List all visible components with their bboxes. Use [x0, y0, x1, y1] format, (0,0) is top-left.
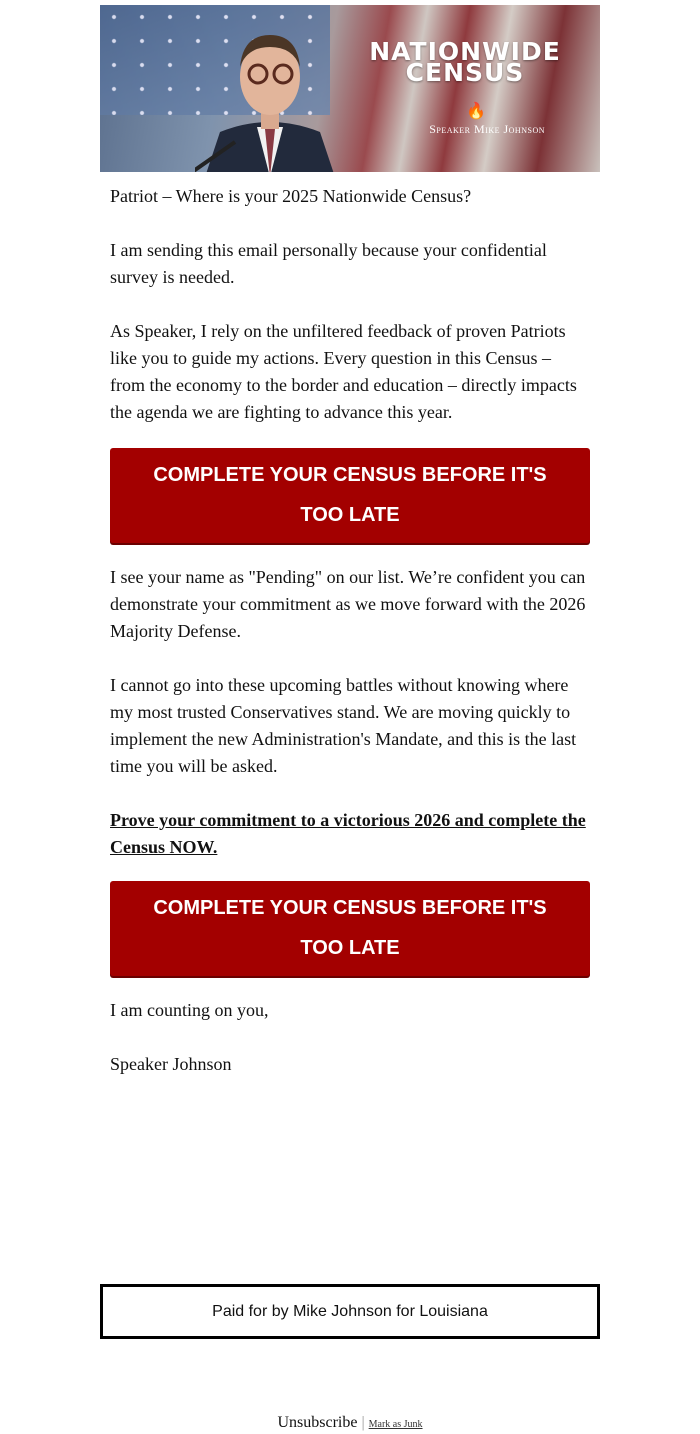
speaker-photo	[195, 17, 345, 172]
unsubscribe-link[interactable]: Unsubscribe	[277, 1414, 358, 1431]
header-banner	[100, 5, 600, 172]
headline-line-2: CENSUS	[405, 58, 525, 87]
paragraph: I cannot go into these upcoming battles without knowing where my most trusted Conservatives stand. We are moving quickly to implement the new Administration's Mandate, and this is the last time you will be asked.	[110, 675, 577, 776]
greeting: Patriot – Where is your 2025 Nationwide Census?	[110, 186, 472, 206]
signature: Speaker Johnson	[110, 1054, 232, 1074]
paid-for-disclaimer: Paid for by Mike Johnson for Louisiana	[100, 1284, 600, 1339]
complete-census-button[interactable]: COMPLETE YOUR CENSUS BEFORE IT'S TOO LATE	[110, 881, 590, 976]
paragraph: I see your name as "Pending" on our list. We’re confident you can demonstrate your commitment as we move forward with the 2026 Majority Defense.	[110, 567, 586, 641]
banner-headline	[340, 37, 590, 87]
banner-signature: Speaker Mike Johnson	[429, 122, 545, 136]
complete-census-button[interactable]: COMPLETE YOUR CENSUS BEFORE IT'S TOO LATE	[110, 448, 590, 543]
separator: |	[361, 1414, 365, 1431]
call-to-action-text[interactable]: Prove your commitment to a victorious 2026 and complete the Census NOW.	[110, 810, 586, 857]
footer-links	[0, 1414, 700, 1432]
closing: I am counting on you,	[110, 1000, 269, 1020]
paragraph: As Speaker, I rely on the unfiltered feedback of proven Patriots like you to guide my actions. Every question in this Census – from the economy to the border and education – directly impacts the agenda we are fighting to advance this year.	[110, 321, 577, 422]
headline-line-1: NATIONWIDE	[369, 37, 561, 66]
paragraph: I am sending this email personally because your confidential survey is needed.	[110, 240, 547, 287]
email-content	[100, 5, 600, 1078]
mark-as-junk-link[interactable]: Mark as Junk	[368, 1419, 423, 1430]
torch-icon: 🔥	[466, 103, 486, 120]
